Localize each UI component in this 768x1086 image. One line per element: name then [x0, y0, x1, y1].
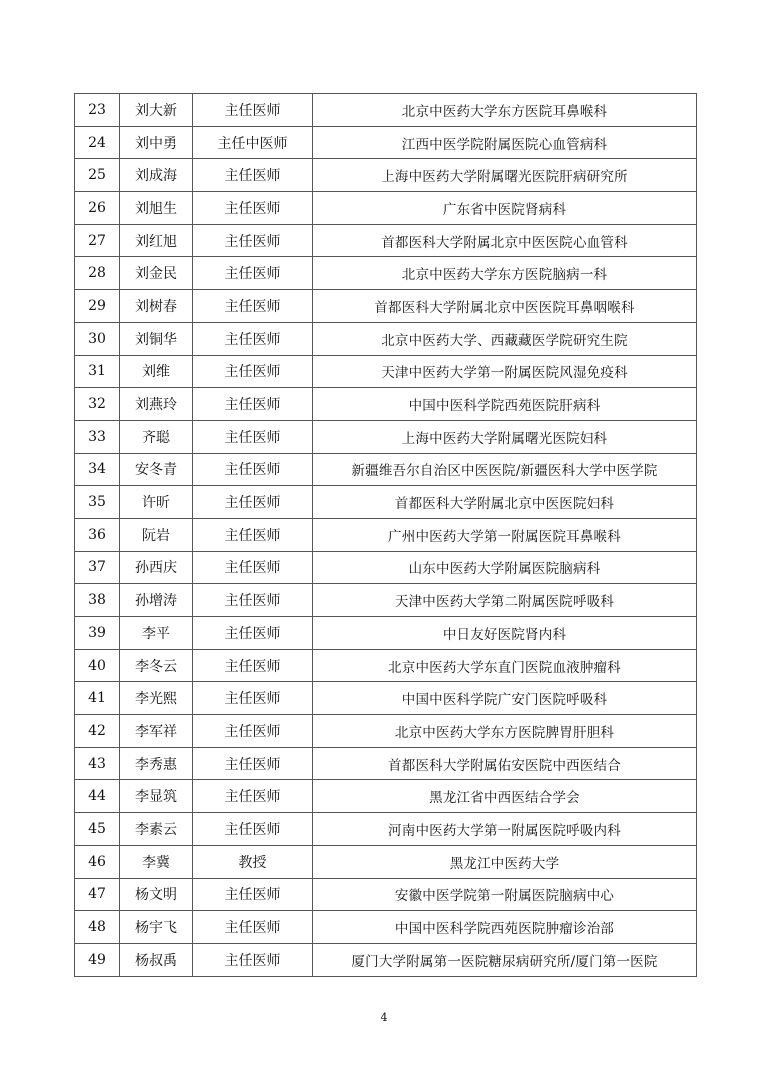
row-name-cell: 李冀: [120, 845, 193, 878]
row-organization-cell: 河南中医药大学第一附属医院呼吸内科: [313, 813, 697, 846]
row-title-cell: 主任医师: [193, 518, 313, 551]
row-number-cell: 31: [75, 355, 120, 388]
row-number-cell: 27: [75, 224, 120, 257]
table-row: [75, 94, 697, 127]
row-organization-cell: 天津中医药大学第一附属医院风湿免疫科: [313, 355, 697, 388]
table-row: [75, 453, 697, 486]
row-number-cell: 39: [75, 617, 120, 650]
table-row: [75, 388, 697, 421]
table-row: [75, 126, 697, 159]
table-row: [75, 943, 697, 976]
row-name-cell: 刘大新: [120, 94, 193, 127]
row-organization-cell: 安徽中医学院第一附属医院脑病中心: [313, 878, 697, 911]
row-title-cell: 主任医师: [193, 715, 313, 748]
table-row: [75, 290, 697, 323]
row-name-cell: 刘维: [120, 355, 193, 388]
row-organization-cell: 中国中医科学院广安门医院呼吸科: [313, 682, 697, 715]
table-body: [75, 94, 697, 977]
table-row: [75, 224, 697, 257]
table-row: [75, 355, 697, 388]
row-organization-cell: 上海中医药大学附属曙光医院肝病研究所: [313, 159, 697, 192]
row-name-cell: 杨宇飞: [120, 911, 193, 944]
row-organization-cell: 黑龙江中医药大学: [313, 845, 697, 878]
row-title-cell: 主任医师: [193, 224, 313, 257]
row-title-cell: 主任医师: [193, 943, 313, 976]
row-organization-cell: 北京中医药大学东直门医院血液肿瘤科: [313, 649, 697, 682]
row-title-cell: 主任医师: [193, 780, 313, 813]
row-number-cell: 30: [75, 322, 120, 355]
row-name-cell: 李光熙: [120, 682, 193, 715]
row-number-cell: 28: [75, 257, 120, 290]
row-name-cell: 安冬青: [120, 453, 193, 486]
row-name-cell: 刘成海: [120, 159, 193, 192]
row-title-cell: 主任医师: [193, 747, 313, 780]
row-name-cell: 刘金民: [120, 257, 193, 290]
table-row: [75, 878, 697, 911]
row-title-cell: 主任医师: [193, 617, 313, 650]
row-number-cell: 26: [75, 192, 120, 225]
page-number: 4: [380, 1011, 388, 1024]
row-name-cell: 孙增涛: [120, 584, 193, 617]
row-name-cell: 李平: [120, 617, 193, 650]
table-row: [75, 257, 697, 290]
table-row: [75, 584, 697, 617]
row-title-cell: 主任医师: [193, 584, 313, 617]
row-name-cell: 刘中勇: [120, 126, 193, 159]
table-row: [75, 813, 697, 846]
row-name-cell: 李素云: [120, 813, 193, 846]
row-title-cell: 主任医师: [193, 878, 313, 911]
row-number-cell: 41: [75, 682, 120, 715]
row-name-cell: 李军祥: [120, 715, 193, 748]
row-title-cell: 主任医师: [193, 388, 313, 421]
row-number-cell: 32: [75, 388, 120, 421]
table-row: [75, 159, 697, 192]
row-name-cell: 李显筑: [120, 780, 193, 813]
row-title-cell: 主任医师: [193, 649, 313, 682]
row-number-cell: 34: [75, 453, 120, 486]
row-number-cell: 45: [75, 813, 120, 846]
table-row: [75, 780, 697, 813]
table-row: [75, 617, 697, 650]
row-title-cell: 主任中医师: [193, 126, 313, 159]
row-organization-cell: 北京中医药大学东方医院脑病一科: [313, 257, 697, 290]
row-title-cell: 主任医师: [193, 159, 313, 192]
row-number-cell: 25: [75, 159, 120, 192]
row-organization-cell: 首都医科大学附属北京中医医院心血管科: [313, 224, 697, 257]
row-organization-cell: 北京中医药大学东方医院耳鼻喉科: [313, 94, 697, 127]
row-title-cell: 主任医师: [193, 551, 313, 584]
table-row: [75, 845, 697, 878]
row-name-cell: 李冬云: [120, 649, 193, 682]
row-name-cell: 刘红旭: [120, 224, 193, 257]
row-name-cell: 刘燕玲: [120, 388, 193, 421]
row-organization-cell: 广东省中医院肾病科: [313, 192, 697, 225]
row-number-cell: 23: [75, 94, 120, 127]
table-row: [75, 551, 697, 584]
row-number-cell: 44: [75, 780, 120, 813]
row-organization-cell: 首都医科大学附属佑安医院中西医结合: [313, 747, 697, 780]
row-title-cell: 主任医师: [193, 322, 313, 355]
row-organization-cell: 新疆维吾尔自治区中医医院/新疆医科大学中医学院: [313, 453, 697, 486]
row-title-cell: 主任医师: [193, 94, 313, 127]
expert-list-table: [74, 93, 697, 977]
row-title-cell: 主任医师: [193, 911, 313, 944]
row-name-cell: 阮岩: [120, 518, 193, 551]
row-title-cell: 主任医师: [193, 290, 313, 323]
row-number-cell: 46: [75, 845, 120, 878]
row-organization-cell: 北京中医药大学、西藏藏医学院研究生院: [313, 322, 697, 355]
row-name-cell: 李秀惠: [120, 747, 193, 780]
row-number-cell: 43: [75, 747, 120, 780]
row-number-cell: 24: [75, 126, 120, 159]
row-name-cell: 刘旭生: [120, 192, 193, 225]
row-number-cell: 48: [75, 911, 120, 944]
row-organization-cell: 北京中医药大学东方医院脾胃肝胆科: [313, 715, 697, 748]
row-name-cell: 杨叔禹: [120, 943, 193, 976]
table-row: [75, 649, 697, 682]
row-organization-cell: 上海中医药大学附属曙光医院妇科: [313, 420, 697, 453]
row-number-cell: 40: [75, 649, 120, 682]
row-name-cell: 刘树春: [120, 290, 193, 323]
row-name-cell: 刘铜华: [120, 322, 193, 355]
row-organization-cell: 厦门大学附属第一医院糖尿病研究所/厦门第一医院: [313, 943, 697, 976]
row-number-cell: 33: [75, 420, 120, 453]
row-number-cell: 35: [75, 486, 120, 519]
table-row: [75, 747, 697, 780]
row-title-cell: 主任医师: [193, 355, 313, 388]
row-organization-cell: 天津中医药大学第二附属医院呼吸科: [313, 584, 697, 617]
row-title-cell: 主任医师: [193, 453, 313, 486]
row-organization-cell: 中国中医科学院西苑医院肝病科: [313, 388, 697, 421]
row-number-cell: 36: [75, 518, 120, 551]
row-number-cell: 29: [75, 290, 120, 323]
row-name-cell: 齐聪: [120, 420, 193, 453]
row-organization-cell: 首都医科大学附属北京中医医院妇科: [313, 486, 697, 519]
row-name-cell: 杨文明: [120, 878, 193, 911]
row-name-cell: 孙西庆: [120, 551, 193, 584]
table-row: [75, 420, 697, 453]
row-number-cell: 49: [75, 943, 120, 976]
row-number-cell: 38: [75, 584, 120, 617]
row-organization-cell: 广州中医药大学第一附属医院耳鼻喉科: [313, 518, 697, 551]
row-organization-cell: 首都医科大学附属北京中医医院耳鼻咽喉科: [313, 290, 697, 323]
row-name-cell: 许昕: [120, 486, 193, 519]
row-title-cell: 主任医师: [193, 420, 313, 453]
row-organization-cell: 江西中医学院附属医院心血管病科: [313, 126, 697, 159]
table-row: [75, 715, 697, 748]
row-title-cell: 主任医师: [193, 813, 313, 846]
table-row: [75, 518, 697, 551]
table-row: [75, 322, 697, 355]
table-row: [75, 682, 697, 715]
row-organization-cell: 中国中医科学院西苑医院肿瘤诊治部: [313, 911, 697, 944]
row-title-cell: 主任医师: [193, 192, 313, 225]
table-row: [75, 486, 697, 519]
row-number-cell: 37: [75, 551, 120, 584]
table-row: [75, 911, 697, 944]
row-organization-cell: 中日友好医院肾内科: [313, 617, 697, 650]
row-title-cell: 主任医师: [193, 486, 313, 519]
row-organization-cell: 山东中医药大学附属医院脑病科: [313, 551, 697, 584]
table-row: [75, 192, 697, 225]
row-number-cell: 47: [75, 878, 120, 911]
row-title-cell: 主任医师: [193, 682, 313, 715]
row-number-cell: 42: [75, 715, 120, 748]
row-organization-cell: 黑龙江省中西医结合学会: [313, 780, 697, 813]
row-title-cell: 教授: [193, 845, 313, 878]
row-title-cell: 主任医师: [193, 257, 313, 290]
